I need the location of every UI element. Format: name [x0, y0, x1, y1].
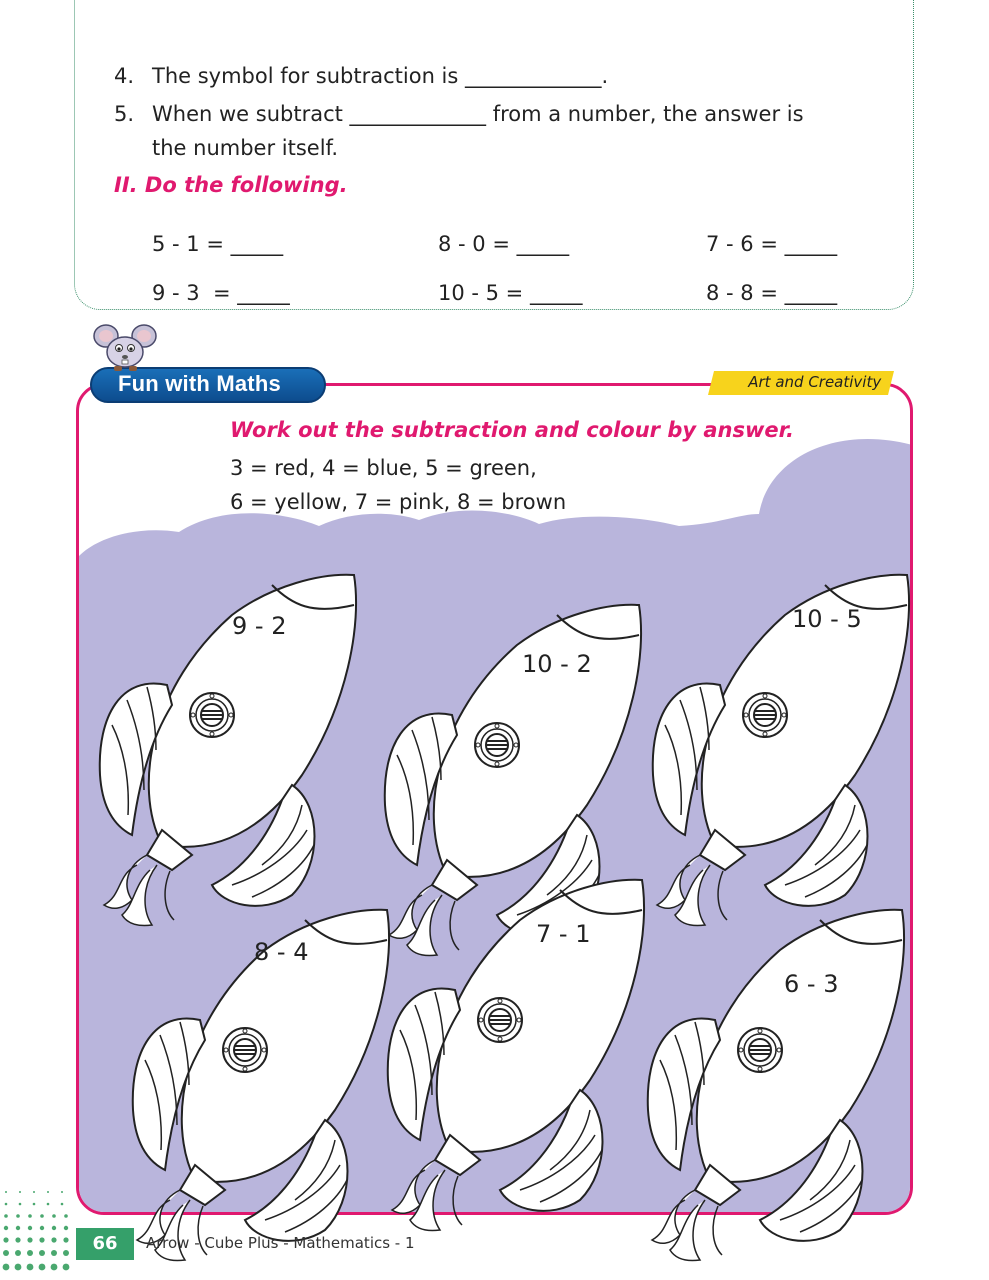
colour-key-line-2: 6 = yellow, 7 = pink, 8 = brown — [230, 490, 567, 514]
sum-item: 8 - 0 = _____ — [438, 232, 570, 256]
rocket-5-label: 7 - 1 — [536, 920, 591, 948]
book-title: Arrow - Cube Plus - Mathematics - 1 — [146, 1234, 415, 1252]
sum-item: 8 - 8 = _____ — [706, 281, 838, 305]
fun-instruction: Work out the subtraction and colour by answer. — [230, 418, 794, 442]
fun-with-maths-tab: Fun with Maths — [90, 367, 326, 403]
rocket-4-label: 8 - 4 — [254, 938, 309, 966]
section-heading: II. Do the following. — [114, 173, 348, 197]
mouse-mascot-icon — [92, 322, 158, 372]
rocket-1 — [92, 565, 362, 935]
rocket-6-label: 6 - 3 — [784, 970, 839, 998]
sum-item: 5 - 1 = _____ — [152, 232, 284, 256]
question-5-continued: the number itself. — [152, 136, 339, 160]
rocket-2-label: 10 - 2 — [522, 650, 592, 678]
colour-key-line-1: 3 = red, 4 = blue, 5 = green, — [230, 456, 537, 480]
art-creativity-tag: Art and Creativity — [708, 371, 894, 395]
sum-item: 7 - 6 = _____ — [706, 232, 838, 256]
page-number: 66 — [76, 1228, 134, 1260]
title-rule — [326, 384, 716, 386]
question-4: 4. The symbol for subtraction is _____________. — [114, 64, 609, 88]
rocket-3 — [645, 565, 915, 935]
sum-item: 10 - 5 = _____ — [438, 281, 583, 305]
rocket-1-label: 9 - 2 — [232, 612, 287, 640]
question-5: 5. When we subtract _____________ from a number, the answer is — [114, 102, 804, 126]
rocket-3-label: 10 - 5 — [792, 605, 862, 633]
rocket-5 — [380, 870, 650, 1240]
rocket-6 — [640, 900, 910, 1270]
sum-item: 9 - 3 = _____ — [152, 281, 290, 305]
